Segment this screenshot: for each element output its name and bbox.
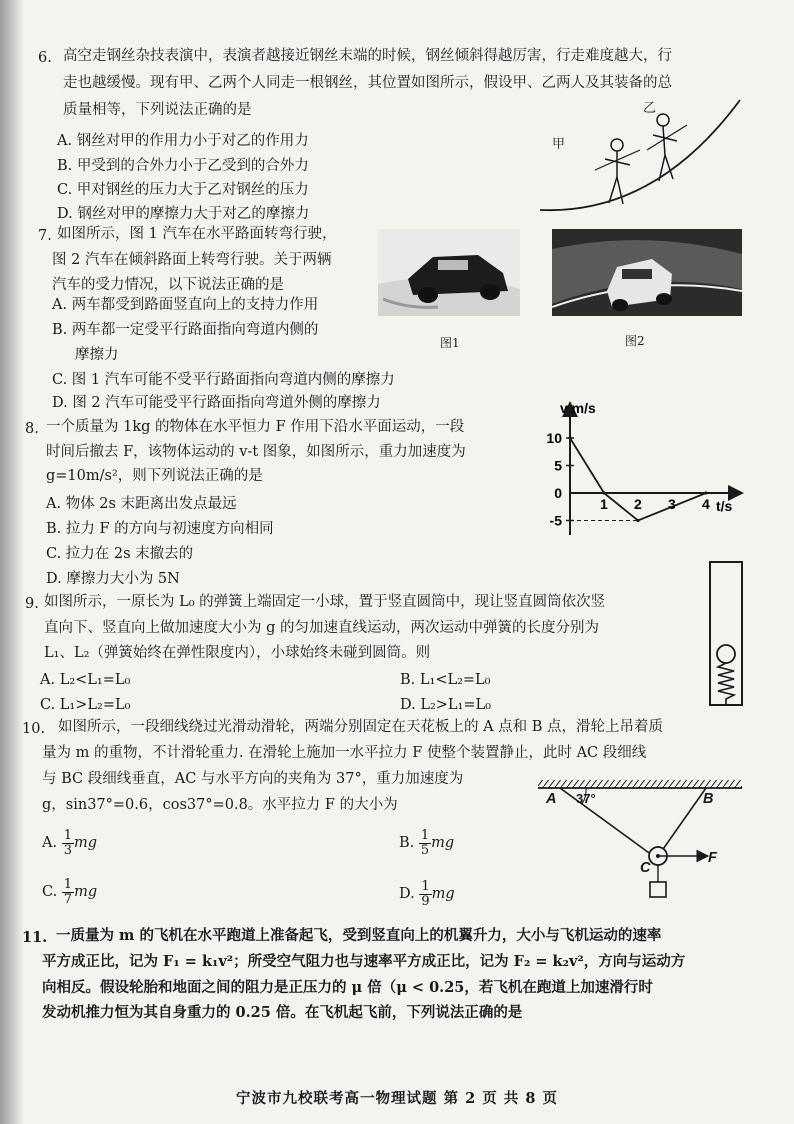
q10-label-c: C bbox=[640, 860, 651, 876]
q10-stem-line3: 与 BC 段细线垂直，AC 与水平方向的夹角为 37°，重力加速度为 bbox=[42, 771, 464, 787]
chart-ylabel: v m/s bbox=[560, 400, 596, 416]
q10-number: 10. bbox=[22, 721, 46, 737]
chart-point bbox=[568, 436, 571, 439]
scan-shadow bbox=[0, 0, 24, 1124]
q6-option-b: B. 甲受到的合外力小于乙受到的合外力 bbox=[57, 158, 309, 174]
q8-option-a: A. 物体 2s 末距离出发点最远 bbox=[46, 496, 237, 512]
q6-stem-line3: 质量相等，下列说法正确的是 bbox=[63, 102, 252, 118]
q6-stem-line2: 走也越缓慢。现有甲、乙两个人同走一根钢丝，其位置如图所示，假设甲、乙两人及其装备的总 bbox=[63, 75, 672, 91]
q9-tube-spring-figure bbox=[708, 560, 744, 707]
q10-label-a: A bbox=[546, 791, 557, 807]
q11-line3: 向相反。假设轮胎和地面之间的阻力是正压力的 μ 倍（μ < 0.25，若飞机在跑道上加速滑行时 bbox=[42, 979, 653, 996]
q9-number: 9. bbox=[25, 596, 39, 612]
q7-option-b-line1: B. 两车都一定受平行路面指向弯道内侧的 bbox=[52, 322, 319, 338]
q10-stem-line4: g，sin37°=0.6，cos37°=0.8。水平拉力 F 的大小为 bbox=[42, 797, 398, 813]
q10-option-a: A. $\frac{1}{3}$ mg bbox=[42, 828, 98, 858]
chart-xlabel: t/s bbox=[716, 498, 733, 514]
q9-stem-line2: 直向下、竖直向上做加速度大小为 g 的匀加速直线运动，两次运动中弹簧的长度分别为 bbox=[44, 620, 599, 636]
q7-stem-line2: 图 2 汽车在倾斜路面上转弯行驶。关于两辆 bbox=[52, 252, 332, 268]
chart-y-tick-label: 10 bbox=[546, 430, 562, 446]
q7-option-b-line2: 摩擦力 bbox=[75, 347, 119, 363]
q10-label-f: F bbox=[708, 850, 717, 866]
q10-stem-line2: 量为 m 的重物，不计滑轮重力. 在滑轮上施加一水平拉力 F 使整个装置静止，此时 AC 段细线 bbox=[42, 745, 647, 761]
chart-x-tick-label: 1 bbox=[600, 496, 608, 512]
chart-x-tick-label: 2 bbox=[634, 496, 642, 512]
q10-label-angle: 37° bbox=[576, 791, 596, 806]
q10-label-b: B bbox=[703, 791, 714, 807]
q11-number: 11. bbox=[22, 929, 48, 946]
q6-tightrope-figure bbox=[535, 95, 747, 220]
page-footer: 宁波市九校联考高一物理试题 第 2 页 共 8 页 bbox=[236, 1090, 558, 1107]
q7-stem-line3: 汽车的受力情况，以下说法正确的是 bbox=[52, 277, 284, 293]
q9-stem-line1: 如图所示，一原长为 L₀ 的弹簧上端固定一小球，置于竖直圆筒中，现让竖直圆筒依次竖 bbox=[44, 594, 606, 610]
q10-option-b: B. $\frac{1}{5}$ mg bbox=[399, 828, 455, 858]
q6-number: 6. bbox=[38, 50, 52, 66]
q6-option-d: D. 钢丝对甲的摩擦力大于对乙的摩擦力 bbox=[57, 206, 310, 222]
q6-label-jia: 甲 bbox=[552, 137, 566, 152]
chart-point bbox=[636, 519, 639, 522]
q8-option-c: C. 拉力在 2s 末撤去的 bbox=[46, 546, 194, 562]
q7-photo-flat-road-car bbox=[378, 229, 520, 316]
q10-stem-line1: 如图所示，一段细线绕过光滑动滑轮，两端分别固定在天花板上的 A 点和 B 点，滑轮上吊着质 bbox=[58, 719, 664, 735]
q7-figure2-caption: 图2 bbox=[625, 334, 645, 348]
q9-option-b: B. L₁<L₂=L₀ bbox=[400, 672, 491, 688]
chart-y-tick-label: 0 bbox=[554, 485, 562, 501]
q10-option-c: C. $\frac{1}{7}$ mg bbox=[42, 877, 98, 907]
q11-line2: 平方成正比，记为 F₁ = k₁v²；所受空气阻力也与速率平方成正比，记为 F₂ = k₂v²，方向与运动方 bbox=[42, 953, 686, 970]
q9-option-a: A. L₂<L₁=L₀ bbox=[40, 672, 131, 688]
q6-stem-line1: 高空走钢丝杂技表演中，表演者越接近钢丝末端的时候，钢丝倾斜得越厉害，行走难度越大，行 bbox=[63, 48, 672, 64]
q8-option-b: B. 拉力 F 的方向与初速度方向相同 bbox=[46, 521, 274, 537]
chart-x-tick-label: 3 bbox=[668, 496, 676, 512]
q10-option-d: D. $\frac{1}{9}$ mg bbox=[399, 879, 455, 909]
q8-number: 8. bbox=[25, 421, 39, 437]
q11-line4: 发动机推力恒为其自身重力的 0.25 倍。在飞机起飞前，下列说法正确的是 bbox=[42, 1004, 523, 1021]
chart-x-tick-label: 4 bbox=[702, 496, 710, 512]
q7-photo-banked-road-car bbox=[552, 229, 742, 316]
q6-label-yi: 乙 bbox=[643, 101, 657, 116]
q7-option-c: C. 图 1 汽车可能不受平行路面指向弯道内侧的摩擦力 bbox=[52, 372, 395, 388]
q8-option-d: D. 摩擦力大小为 5N bbox=[46, 571, 180, 587]
chart-y-tick-label: 5 bbox=[554, 457, 562, 474]
q11-line1: 一质量为 m 的飞机在水平跑道上准备起飞，受到竖直向上的机翼升力，大小与飞机运动的速率 bbox=[56, 927, 662, 944]
q7-number: 7. bbox=[38, 228, 52, 244]
q7-option-d: D. 图 2 汽车可能受平行路面指向弯道外侧的摩擦力 bbox=[52, 395, 381, 411]
q7-figure1-caption: 图1 bbox=[440, 336, 460, 350]
q9-option-d: D. L₂>L₁=L₀ bbox=[400, 697, 491, 713]
chart-point bbox=[704, 491, 707, 494]
q7-stem-line1: 如图所示，图 1 汽车在水平路面转弯行驶， bbox=[57, 226, 337, 242]
q6-option-a: A. 钢丝对甲的作用力小于对乙的作用力 bbox=[57, 133, 309, 149]
q8-stem-line2: 时间后撤去 F，该物体运动的 v-t 图象，如图所示，重力加速度为 bbox=[46, 444, 466, 460]
q7-option-a: A. 两车都受到路面竖直向上的支持力作用 bbox=[52, 297, 319, 313]
q9-stem-line3: L₁、L₂（弹簧始终在弹性限度内），小球始终未碰到圆筒。则 bbox=[44, 645, 431, 661]
chart-y-tick-label: -5 bbox=[549, 512, 562, 529]
q8-vt-chart bbox=[530, 395, 745, 545]
q9-option-c: C. L₁>L₂=L₀ bbox=[40, 697, 131, 713]
q8-stem-line1: 一个质量为 1kg 的物体在水平恒力 F 作用下沿水平面运动，一段 bbox=[46, 419, 465, 435]
q8-stem-line3: g=10m/s²，则下列说法正确的是 bbox=[46, 468, 263, 484]
chart-point bbox=[602, 491, 605, 494]
q6-option-c: C. 甲对钢丝的压力大于乙对钢丝的压力 bbox=[57, 182, 309, 198]
